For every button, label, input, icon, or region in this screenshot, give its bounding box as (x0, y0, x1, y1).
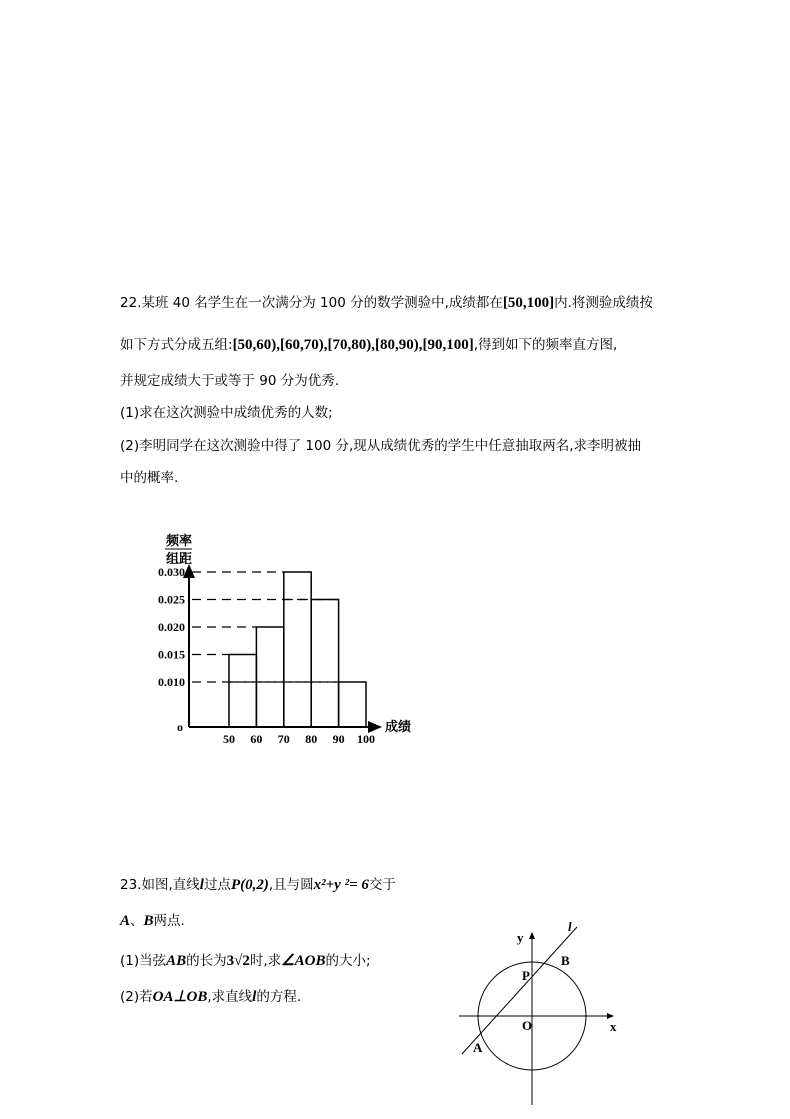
label-a: A (473, 1040, 483, 1055)
y-label-bottom: 组距 (166, 551, 193, 566)
label-l: l (568, 919, 572, 934)
circle-equation: x²+y ²= 6 (313, 877, 369, 893)
x-axis-label: 成绩 (385, 719, 412, 734)
text: 内.将测验成绩按 (554, 295, 653, 311)
y-tick-label: 0.030 (158, 565, 185, 579)
point-a: A (120, 913, 131, 929)
text: 22.某班 40 名学生在一次满分为 100 分的数学测验中,成绩都在 (120, 295, 503, 311)
p22-q2: (2)李明同学在这次测验中得了 100 分,现从成绩优秀的学生中任意抽取两名,求李明被抽 (120, 438, 642, 454)
y-label-top: 频率 (166, 533, 193, 548)
text: 两点. (153, 913, 185, 929)
chord-length: 3√2 (226, 953, 250, 969)
text: (1)当弦 (120, 953, 167, 969)
x-tick-label: 70 (277, 732, 290, 746)
x-tick-label: 80 (305, 732, 318, 746)
x-tick-label: 60 (250, 732, 263, 746)
p22-line3: 并规定成绩大于或等于 90 分为优秀. (120, 373, 340, 389)
interval: [50,100] (502, 295, 555, 311)
y-tick-label: 0.020 (158, 620, 185, 634)
label-x: x (610, 1019, 617, 1034)
text: 时,求 (249, 953, 282, 969)
line-l: l (199, 877, 204, 893)
text: ,且与圆 (268, 877, 314, 893)
label-o: O (522, 1018, 533, 1033)
point-b: B (143, 913, 154, 929)
line-l (462, 927, 577, 1054)
p22-q2-cont: 中的概率. (120, 470, 179, 486)
y-tick-label: 0.010 (158, 675, 185, 689)
perpendicular-condition: OA⊥OB (152, 989, 208, 1005)
text: 如下方式分成五组: (120, 337, 233, 353)
text: 的方程. (256, 989, 302, 1005)
p22-q1: (1)求在这次测验中成绩优秀的人数; (120, 405, 333, 421)
text: 交于 (368, 877, 396, 893)
x-tick-label: 50 (223, 732, 235, 746)
chord-ab: AB (166, 953, 187, 969)
text: 的长为 (186, 953, 227, 969)
label-y: y (517, 930, 524, 945)
label-p: P (522, 968, 530, 983)
text: 的大小; (325, 953, 371, 969)
text: 过点 (203, 877, 231, 893)
x-tick-label: 100 (357, 732, 375, 746)
intervals: [50,60),[60,70),[70,80),[80,90),[90,100] (232, 337, 474, 353)
text: ,求直线 (207, 989, 253, 1005)
text: 、 (130, 913, 144, 929)
y-tick-label: 0.025 (158, 592, 185, 607)
y-tick-label: 0.015 (158, 647, 185, 662)
text: ,得到如下的频率直方图, (473, 337, 618, 353)
point-p: P(0,2) (230, 877, 269, 893)
line-l: l (252, 989, 257, 1005)
origin-label: o (177, 720, 183, 734)
x-tick-label: 90 (332, 732, 345, 746)
text: (2)若 (120, 989, 153, 1005)
angle-aob: ∠AOB (281, 953, 326, 969)
text: 23.如图,直线 (120, 877, 200, 893)
label-b: B (561, 953, 570, 968)
